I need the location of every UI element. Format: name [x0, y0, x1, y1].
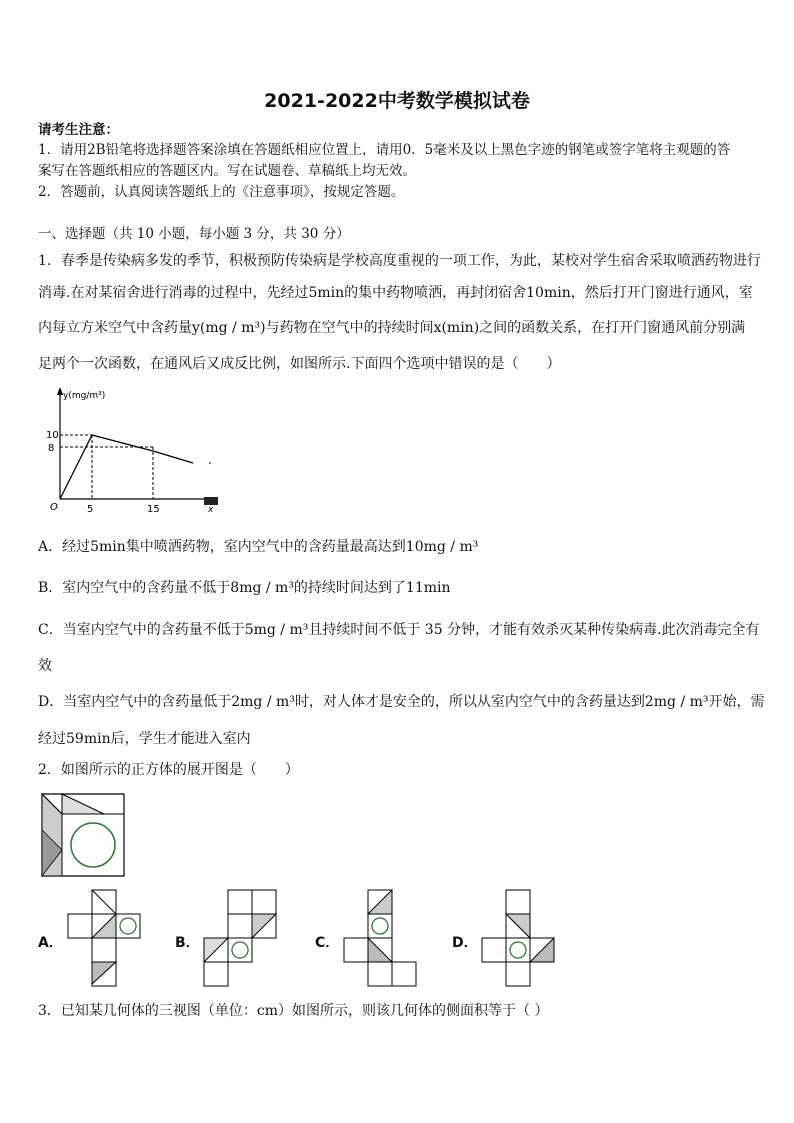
y-axis-label: y(mg/m³): [63, 391, 106, 401]
q2-option-a-net: [64, 888, 144, 988]
origin-label: O: [50, 502, 58, 513]
section-heading: 一、选择题（共 10 小题，每小题 3 分，共 30 分）: [38, 226, 350, 242]
q1-line-3: 内每立方米空气中含药量y(mg / m³)与药物在空气中的持续时间x(min)之间的函数关系，在打开门窗通风前分别满: [38, 320, 746, 336]
y-tick-8: 8: [48, 443, 55, 454]
q2-cube-figure: [38, 790, 128, 880]
page-title: 2021-2022中考数学模拟试卷: [264, 90, 530, 112]
q1-option-b: B．室内空气中的含药量不低于8mg / m³的持续时间达到了11min: [38, 580, 451, 596]
q1-line-4: 足两个一次函数，在通风后又成反比例，如图所示.下面四个选项中错误的是（ ）: [38, 356, 561, 372]
q2-option-a-label: A．: [38, 935, 63, 951]
q1-option-d-cont: 经过59min后，学生才能进入室内: [38, 731, 251, 747]
q2-stem: 2．如图所示的正方体的展开图是（ ）: [38, 762, 299, 778]
q2-option-d-net: [478, 888, 558, 988]
q1-option-d: D．当室内空气中的含药量低于2mg / m³时，对人体才是安全的，所以从室内空气中的含药量达到2mg / m³开始，需: [38, 694, 765, 710]
q1-function-graph: [38, 385, 228, 520]
q2-option-c-label: C．: [315, 935, 340, 951]
q2-option-d-label: D．: [452, 935, 478, 951]
q1-option-c: C．当室内空气中的含药量不低于5mg / m³且持续时间不低于 35 分钟，才能有效杀灭某种传染病毒.此次消毒完全有: [38, 622, 760, 638]
q1-option-a: A．经过5min集中喷洒药物，室内空气中的含药量最高达到10mg / m³: [38, 539, 479, 555]
q2-option-c-net: [340, 888, 420, 988]
notice-item-1: 1．请用2B铅笔将选择题答案涂填在答题纸相应位置上，请用0．5毫米及以上黑色字迹的钢笔或签字笔将主观题的答: [38, 142, 731, 158]
function-linear-segments: [60, 435, 153, 499]
scan-dot: [209, 462, 211, 464]
notice-heading: 请考生注意：: [38, 122, 119, 138]
scan-mark: [204, 497, 218, 505]
x-axis-label: x: [208, 505, 214, 515]
q2-option-b-label: B．: [175, 935, 200, 951]
q1-line-2: 消毒.在对某宿舍进行消毒的过程中，先经过5min的集中药物喷洒，再封闭宿舍10min，然后打开门窗进行通风，室: [38, 285, 753, 301]
notice-item-2: 2．答题前，认真阅读答题纸上的《注意事项》，按规定答题。: [38, 184, 405, 200]
x-tick-5: 5: [87, 504, 94, 515]
x-tick-15: 15: [147, 504, 160, 515]
circle-mark-icon: [71, 823, 115, 867]
q3-stem: 3．已知某几何体的三视图（单位：cm）如图所示，则该几何体的侧面积等于（ ）: [38, 1003, 549, 1019]
function-inverse-curve: [153, 451, 193, 463]
q1-option-c-cont: 效: [38, 658, 52, 674]
y-tick-10: 10: [46, 430, 59, 441]
q1-line-1: 1．春季是传染病多发的季节，积极预防传染病是学校高度重视的一项工作，为此，某校对学生宿舍采取喷洒药物进行: [38, 253, 761, 269]
notice-item-1-cont: 案写在答题纸相应的答题区内。写在试题卷、草稿纸上均无效。: [38, 163, 416, 179]
q2-option-b-net: [200, 888, 280, 988]
